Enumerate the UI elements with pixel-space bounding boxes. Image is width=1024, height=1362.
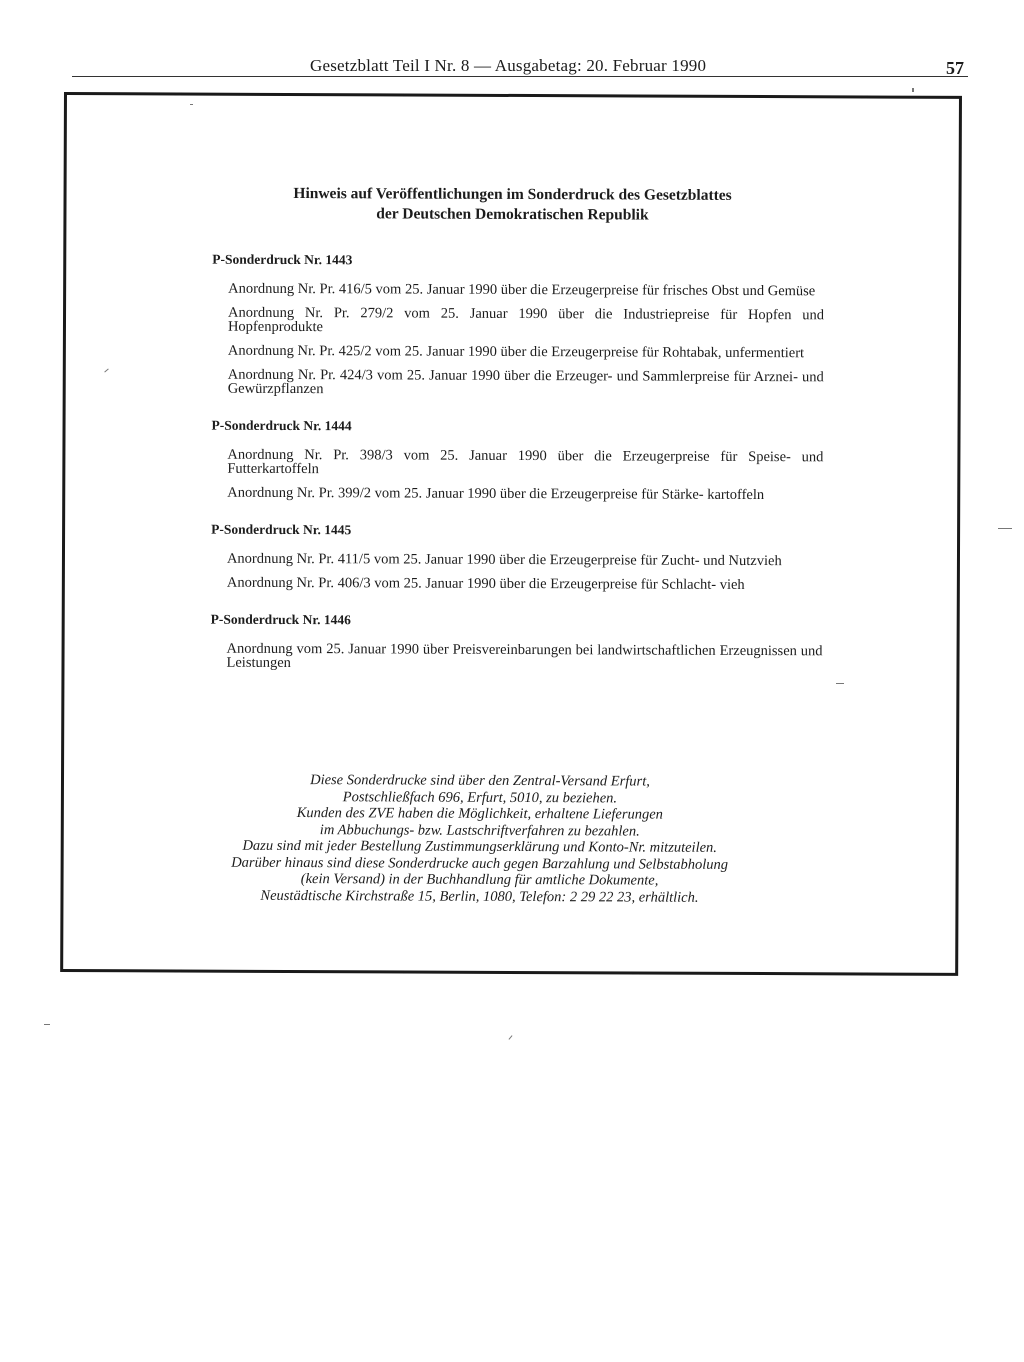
ordinance-entry: Anordnung Nr. Pr. 424/3 vom 25. Januar 1990 über die Erzeuger- und Sammlerpreise für Arznei- und Gewürzpflanzen: [227, 366, 824, 398]
special-print-section-1445: [211, 522, 823, 593]
notice-heading: [66, 183, 958, 227]
scan-speck: [912, 88, 914, 92]
scan-speck: [44, 1024, 50, 1025]
ordinance-entry: Anordnung Nr. Pr. 416/5 vom 25. Januar 1990 über die Erzeugerpreise für frisches Obst und Gemüse: [228, 280, 816, 300]
scan-speck: [509, 1035, 513, 1039]
notice-frame: [60, 92, 962, 976]
scan-speck: [836, 683, 844, 684]
notice-heading-line: der Deutschen Demokratischen Republik: [376, 205, 649, 224]
gazette-header-title: Gesetzblatt Teil I Nr. 8 — Ausgabetag: 20. Februar 1990: [310, 56, 707, 75]
distribution-line: Kunden des ZVE haben die Möglichkeit, erhaltene Lieferungen: [296, 805, 663, 823]
ordinance-entry: Anordnung Nr. Pr. 279/2 vom 25. Januar 1990 über die Industriepreise für Hopfen und Hopfenprodukte: [227, 304, 825, 336]
ordinance-entry: Anordnung Nr. Pr. 398/3 vom 25. Januar 1990 über die Erzeugerpreise für Speise- und Futterkartoffeln: [227, 446, 824, 478]
special-print-section-1446: [210, 612, 822, 673]
ordinance-entry: Anordnung Nr. Pr. 425/2 vom 25. Januar 1990 über die Erzeugerpreise für Rohtabak, unfermentiert: [227, 342, 805, 362]
distribution-line: Dazu sind mit jeder Bestellung Zustimmungserklärung und Konto-Nr. mitzuteilen.: [242, 837, 717, 856]
scan-speck: [190, 104, 193, 105]
page-number: 57: [946, 58, 964, 78]
running-head: [72, 52, 968, 78]
ordinance-entry: Anordnung vom 25. Januar 1990 über Preisvereinbarungen bei landwirtschaftlichen Erzeugnissen und Leistungen: [226, 640, 823, 671]
scan-speck: [998, 528, 1012, 529]
section-title: P-Sonderdruck Nr. 1445: [211, 521, 352, 538]
section-title: P-Sonderdruck Nr. 1444: [211, 417, 352, 434]
special-print-section-1444: [211, 418, 823, 503]
distribution-line: Diese Sonderdrucke sind über den Zentral-Versand Erfurt,: [310, 772, 650, 790]
section-title: P-Sonderdruck Nr. 1446: [210, 611, 351, 628]
ordinance-entry: Anordnung Nr. Pr. 411/5 vom 25. Januar 1990 über die Erzeugerpreise für Zucht- und Nutzvieh: [226, 550, 782, 570]
distribution-line: Darüber hinaus sind diese Sonderdrucke auch gegen Barzahlung und Selbstabholung: [231, 854, 729, 873]
distribution-notice: [123, 771, 836, 906]
section-title: P-Sonderdruck Nr. 1443: [212, 251, 353, 268]
ordinance-entry: Anordnung Nr. Pr. 406/3 vom 25. Januar 1990 über die Erzeugerpreise für Schlacht- vieh: [226, 574, 745, 593]
distribution-line: (kein Versand) in der Buchhandlung für amtliche Dokumente,: [300, 871, 659, 889]
distribution-line: im Abbuchungs- bzw. Lastschriftverfahren zu bezahlen.: [319, 821, 640, 840]
notice-heading-line: Hinweis auf Veröffentlichungen im Sonderdruck des Gesetzblattes: [293, 185, 732, 204]
distribution-line: Neustädtische Kirchstraße 15, Berlin, 1080, Telefon: 2 29 22 23, erhältlich.: [260, 887, 699, 906]
header-rule: [72, 76, 968, 77]
special-print-list: [210, 252, 824, 695]
ordinance-entry: Anordnung Nr. Pr. 399/2 vom 25. Januar 1990 über die Erzeugerpreise für Stärke- kartoffeln: [227, 484, 765, 504]
distribution-line: Postschließfach 696, Erfurt, 5010, zu beziehen.: [342, 788, 618, 806]
special-print-section-1443: [212, 252, 825, 399]
